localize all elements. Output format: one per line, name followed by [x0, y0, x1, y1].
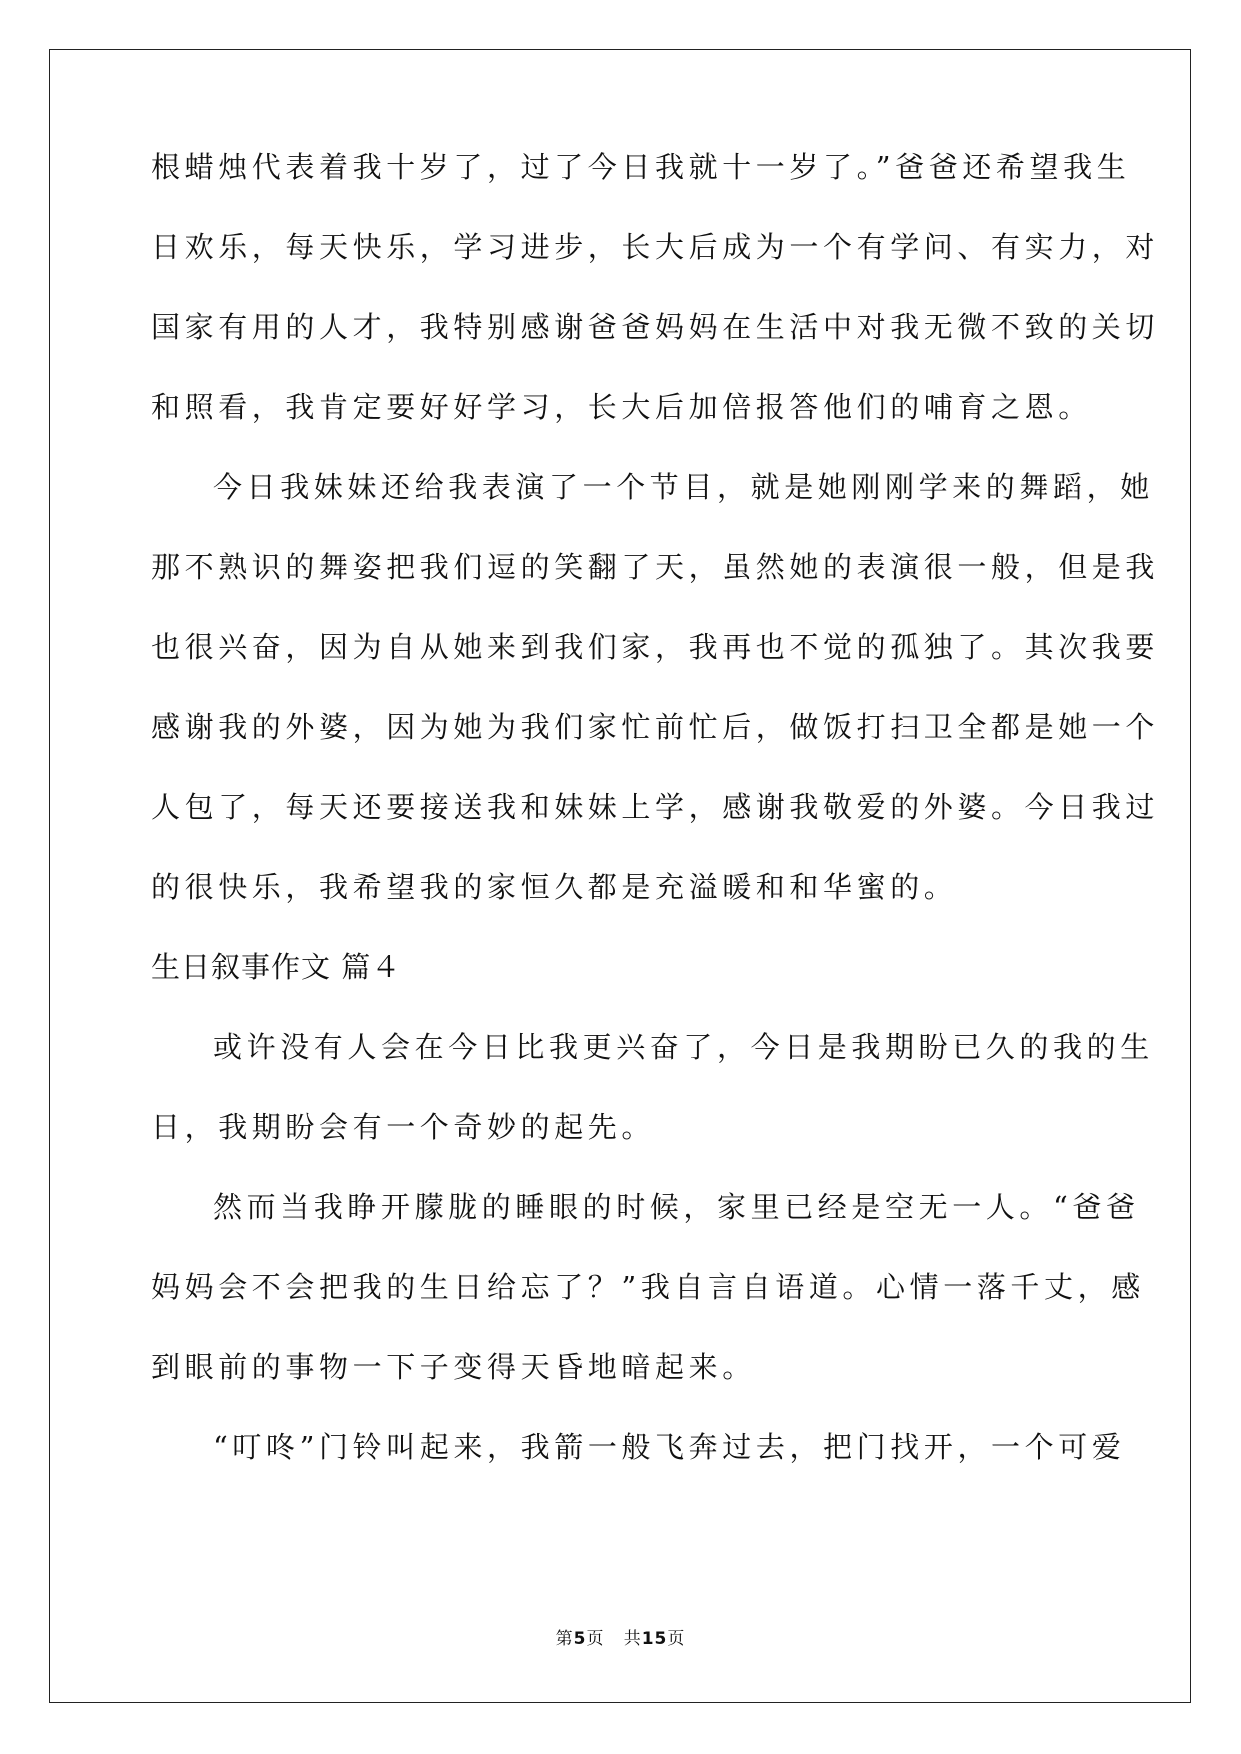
text-line: 日，我期盼会有一个奇妙的起先。: [151, 1110, 656, 1144]
text-line: 和照看，我肯定要好好学习，长大后加倍报答他们的哺育之恩。: [151, 390, 1092, 424]
footer-prefix: 第: [555, 1629, 574, 1649]
text-line: 妈妈会不会把我的生日给忘了？”我自言自语道。心情一落千丈，感: [151, 1270, 1145, 1304]
text-line: 到眼前的事物一下子变得天昏地暗起来。: [151, 1350, 756, 1384]
page-number: 5: [573, 1629, 587, 1649]
text-line: 也很兴奋，因为自从她来到我们家，我再也不觉的孤独了。其次我要: [151, 630, 1160, 664]
text-line: 国家有用的人才，我特别感谢爸爸妈妈在生活中对我无微不致的关切: [151, 310, 1160, 344]
section-heading: 生日叙事作文 篇４: [151, 950, 402, 984]
text-line: 日欢乐，每天快乐，学习进步，长大后成为一个有学问、有实力，对: [151, 230, 1160, 264]
text-line: 那不熟识的舞姿把我们逗的笑翻了天，虽然她的表演很一般，但是我: [151, 550, 1160, 584]
text-line: 今日我妹妹还给我表演了一个节目，就是她刚刚学来的舞蹈，她: [213, 470, 1154, 504]
footer-total-prefix: 共: [623, 1629, 642, 1649]
page-footer: [0, 1624, 1241, 1649]
text-line: 的很快乐，我希望我的家恒久都是充溢暖和和华蜜的。: [151, 870, 958, 904]
total-pages: 15: [641, 1629, 668, 1649]
text-line: 人包了，每天还要接送我和妹妹上学，感谢我敬爱的外婆。今日我过: [151, 790, 1160, 824]
text-line: 根蜡烛代表着我十岁了，过了今日我就十一岁了。”爸爸还希望我生: [151, 150, 1131, 184]
text-line: 感谢我的外婆，因为她为我们家忙前忙后，做饭打扫卫全都是她一个: [151, 710, 1160, 744]
text-line: “叮咚”门铃叫起来，我箭一般飞奔过去，把门找开，一个可爱: [213, 1430, 1126, 1464]
text-line: 或许没有人会在今日比我更兴奋了，今日是我期盼已久的我的生: [213, 1030, 1154, 1064]
text-line: 然而当我睁开朦胧的睡眼的时候，家里已经是空无一人。“爸爸: [213, 1190, 1140, 1224]
footer-page-suffix: 页: [586, 1629, 605, 1649]
footer-total-suffix: 页: [667, 1629, 686, 1649]
